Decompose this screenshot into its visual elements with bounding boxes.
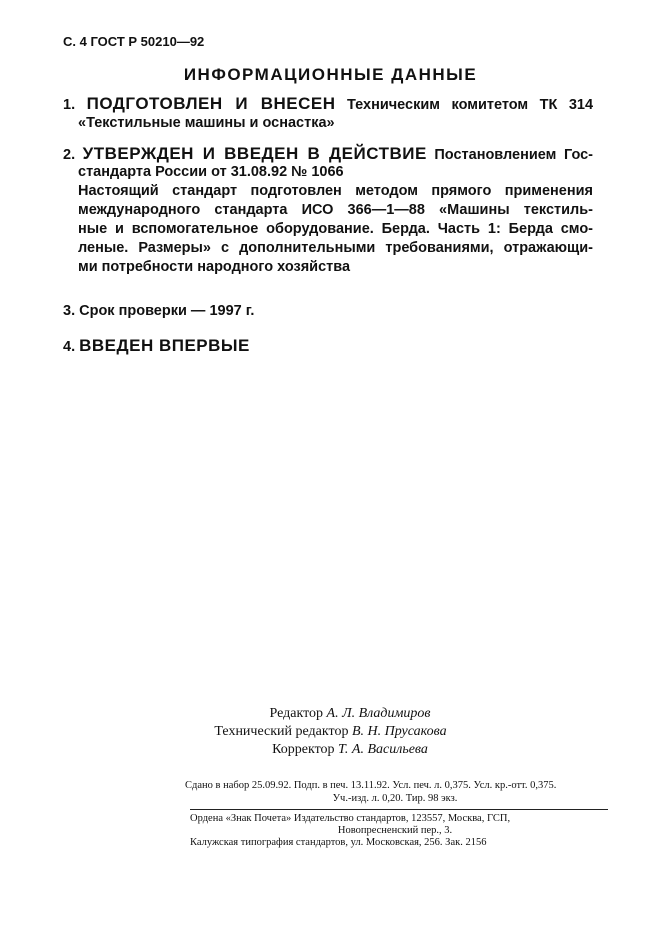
publisher-line: Ордена «Знак Почета» Издательство стандартов, 123557, Москва, ГСП, xyxy=(190,813,511,824)
page-header: С. 4 ГОСТ Р 50210—92 xyxy=(63,34,205,49)
credit-tech-editor xyxy=(0,724,661,740)
paragraph-line: ми потребности народного хозяйства xyxy=(78,259,351,275)
item-3 xyxy=(63,303,254,319)
item-caps: ПОДГОТОВЛЕН И ВНЕСЕН xyxy=(86,94,336,113)
item-caps: ВВЕДЕН ВПЕРВЫЕ xyxy=(79,336,250,355)
page-title: ИНФОРМАЦИОННЫЕ ДАННЫЕ xyxy=(183,65,478,84)
paragraph-line: леные. Размеры» с дополнительными требованиями, отражающи- xyxy=(78,240,593,256)
item-number: 1. xyxy=(63,97,76,113)
item-text: Техническим комитетом ТК 314 xyxy=(347,97,594,113)
credit-role: Редактор xyxy=(269,706,324,721)
item-number: 4. xyxy=(63,339,76,355)
item-1-line-1 xyxy=(63,94,593,114)
divider xyxy=(190,809,608,810)
item-caps: УТВЕРЖДЕН И ВВЕДЕН В ДЕЙСТВИЕ xyxy=(82,144,427,163)
paragraph-line: ные и вспомогательное оборудование. Берда. Часть 1: Берда смо- xyxy=(78,221,593,237)
publisher-line: Новопресненский пер., 3. xyxy=(337,825,453,836)
imprint-line: Сдано в набор 25.09.92. Подп. в печ. 13.11.92. Усл. печ. л. 0,375. Усл. кр.-отт. 0,375. xyxy=(185,780,557,791)
item-text: Постановлением Гос- xyxy=(434,147,594,163)
item-2-line-1 xyxy=(63,144,593,164)
credit-role: Корректор xyxy=(272,742,335,757)
credit-name: А. Л. Владимиров xyxy=(326,706,431,721)
item-2-line-2: стандарта России от 31.08.92 № 1066 xyxy=(78,164,344,180)
paragraph-line: международного стандарта ИСО 366—1—88 «Машины текстиль- xyxy=(78,202,593,218)
paragraph-line: Настоящий стандарт подготовлен методом прямого применения xyxy=(78,183,593,199)
item-number: 2. xyxy=(63,147,76,163)
credit-role: Технический редактор xyxy=(214,724,349,739)
credit-name: В. Н. Прусакова xyxy=(351,724,447,739)
item-number: 3. xyxy=(63,303,76,319)
item-4 xyxy=(63,336,250,356)
credit-name: Т. А. Васильева xyxy=(338,742,428,757)
credit-editor xyxy=(0,706,661,722)
publisher-line: Калужская типография стандартов, ул. Московская, 256. Зак. 2156 xyxy=(190,837,487,848)
imprint-line: Уч.-изд. л. 0,20. Тир. 98 экз. xyxy=(332,793,458,804)
item-1-line-2: «Текстильные машины и оснастка» xyxy=(78,115,335,131)
credit-proofreader xyxy=(0,742,661,758)
item-text: Срок проверки — 1997 г. xyxy=(79,303,255,319)
